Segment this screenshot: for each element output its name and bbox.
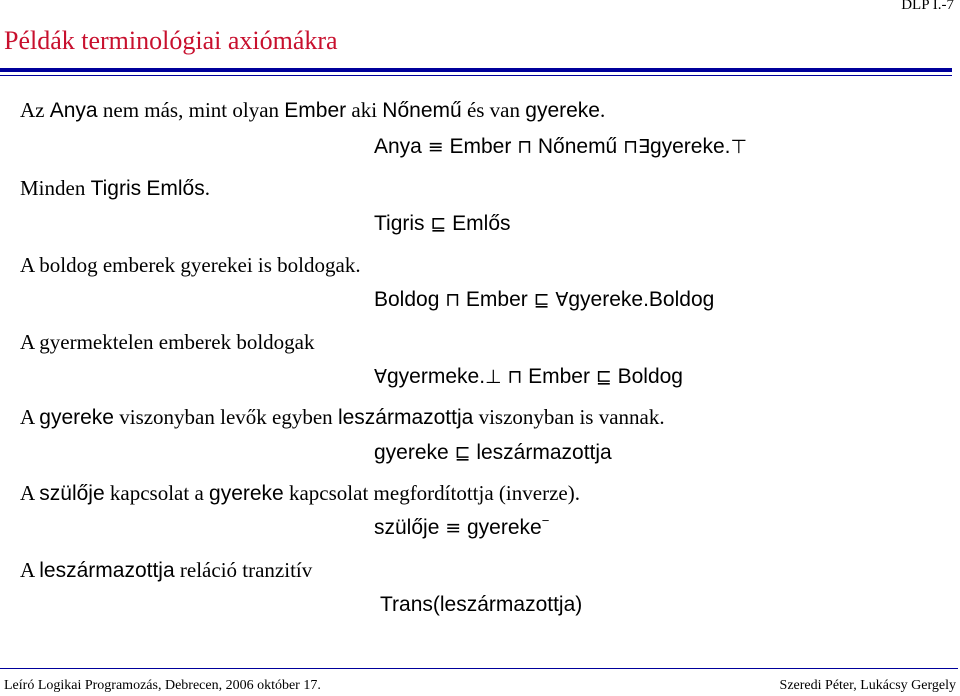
text: aki: [346, 98, 383, 122]
role: gyereke.: [649, 135, 731, 158]
formula-gyermektelen: [374, 365, 683, 389]
text: A: [20, 558, 40, 582]
term: szülője: [39, 482, 105, 505]
formula-boldog: [374, 288, 714, 312]
concept: Ember: [449, 135, 512, 158]
slide-number: DLP I.-7: [901, 0, 954, 13]
term: Anya: [49, 99, 98, 122]
text: viszonyban levők egyben: [113, 405, 338, 429]
statement-tigris: [20, 176, 210, 201]
role: gyereke: [374, 441, 449, 464]
subsumption-symbol: ⊑: [533, 289, 550, 311]
statement-gyereke-role: [20, 405, 665, 430]
forall-symbol: ∀: [374, 366, 387, 388]
footer-rule: [0, 668, 958, 669]
formula-tigris: [374, 212, 511, 236]
text: A: [20, 481, 40, 505]
text: kapcsolat megfordítottja (inverze).: [283, 481, 580, 505]
subsumption-symbol: ⊑: [595, 366, 612, 388]
text: Az: [20, 98, 50, 122]
text: .: [599, 98, 606, 122]
forall-symbol: ∀: [555, 289, 569, 311]
concept: Boldog: [374, 288, 440, 311]
conjunction-symbol: ⊓: [623, 136, 638, 158]
concept: Boldog: [617, 365, 683, 388]
header-rule-thin: [0, 75, 952, 76]
term: Ember: [284, 99, 347, 122]
formula-inverse: [374, 513, 550, 540]
text: Minden: [20, 176, 91, 200]
inverse-superscript: −: [541, 513, 550, 528]
role: gyermeke.: [387, 365, 486, 388]
role: szülője: [374, 516, 440, 539]
role: Trans(leszármazottja): [380, 593, 583, 616]
equivalence-symbol: ≡: [445, 517, 462, 539]
conjunction-symbol: ⊓: [517, 136, 533, 158]
text: .: [204, 176, 210, 200]
concept: Tigris: [374, 212, 425, 235]
formula-anya: [374, 135, 747, 159]
text: viszonyban is vannak.: [473, 405, 665, 429]
conjunction-symbol: ⊓: [445, 289, 461, 311]
statement-tranzitiv: [20, 558, 312, 583]
footer-left: Leíró Logikai Programozás, Debrecen, 2006 október 17.: [4, 678, 321, 693]
conjunction-symbol: ⊓: [507, 366, 523, 388]
term: gyereke: [525, 99, 600, 122]
slide-title: Példák terminológiai axiómákra: [4, 26, 338, 55]
top-symbol: ⊤: [730, 136, 748, 158]
text: nem más, mint olyan: [97, 98, 285, 122]
statement-szuloje: [20, 481, 580, 506]
term: gyereke: [209, 482, 284, 505]
statement-boldog: [20, 253, 361, 278]
subsumption-symbol: ⊑: [454, 442, 471, 464]
concept: Ember: [528, 365, 590, 388]
formula-role-inclusion: [374, 441, 612, 465]
term: Emlős: [146, 177, 205, 200]
role: gyereke: [466, 516, 542, 539]
bottom-symbol: ⊥: [485, 366, 502, 388]
text: A boldog emberek gyerekei is boldogak.: [20, 253, 361, 277]
concept: Emlős: [452, 212, 511, 235]
role: leszármazottja: [476, 441, 612, 464]
text: A: [20, 405, 40, 429]
term: Nőnemű: [382, 99, 462, 122]
term: gyereke: [39, 406, 114, 429]
concept: Nőnemű: [537, 135, 618, 158]
text: és van: [461, 98, 526, 122]
role: gyereke.Boldog: [568, 288, 715, 311]
exists-symbol: ∃: [637, 136, 650, 158]
text: reláció tranzitív: [174, 558, 313, 582]
formula-transitive: [380, 593, 582, 617]
term: leszármazottja: [337, 406, 474, 429]
statement-gyermektelen: [20, 330, 314, 355]
subsumption-symbol: ⊑: [430, 213, 447, 235]
concept: Anya: [374, 135, 422, 158]
text: A gyermektelen emberek boldogak: [20, 330, 315, 354]
equivalence-symbol: ≡: [427, 136, 444, 158]
header-rule: [0, 68, 952, 72]
term: Tigris: [90, 177, 142, 200]
term: leszármazottja: [39, 559, 175, 582]
text: kapcsolat a: [104, 481, 210, 505]
concept: Ember: [465, 288, 528, 311]
footer-right: Szeredi Péter, Lukácsy Gergely: [779, 678, 956, 693]
statement-anya: [20, 98, 605, 123]
